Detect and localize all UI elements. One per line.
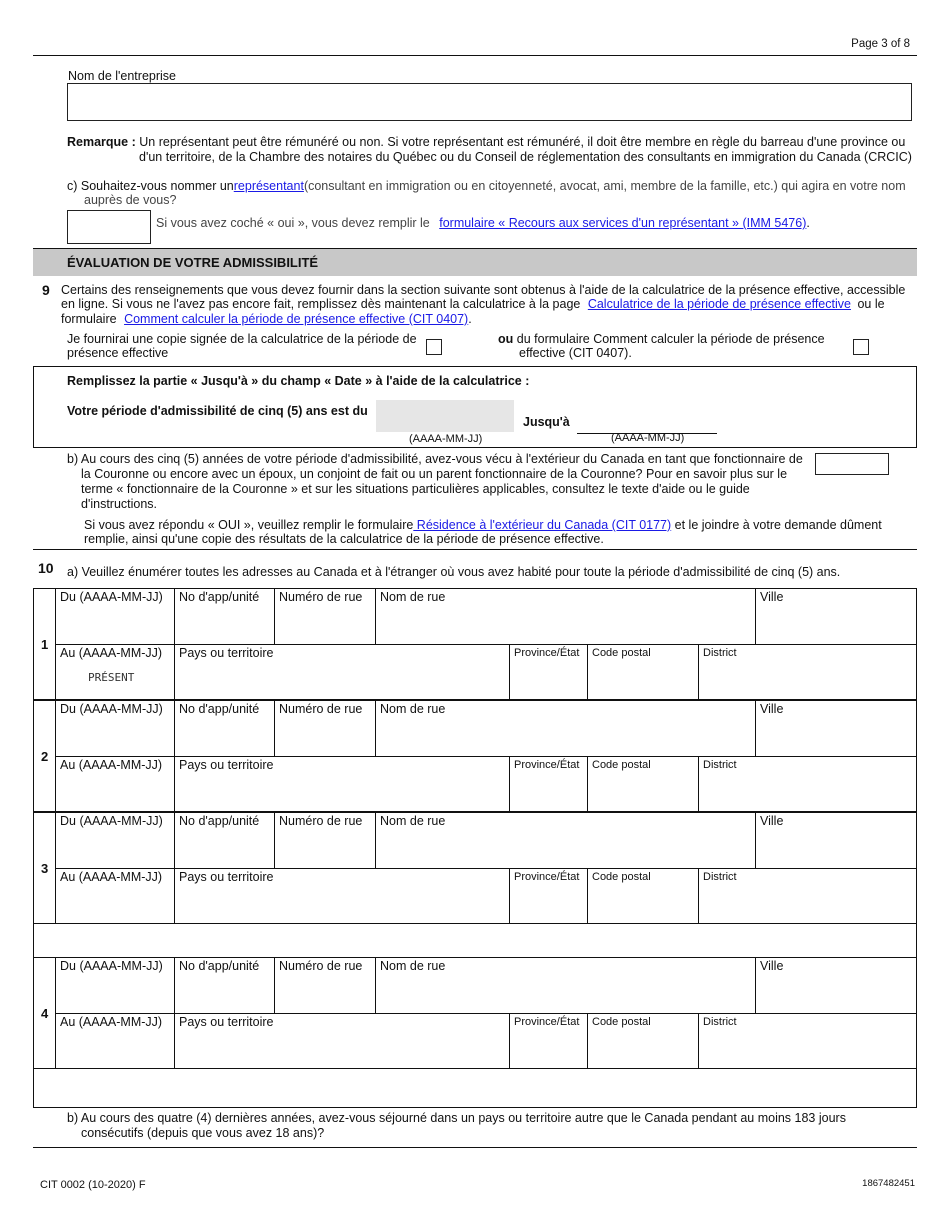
province-label: Province/État [514, 871, 580, 883]
representative-link[interactable]: représentant [233, 179, 304, 193]
page-number: Page 3 of 8 [851, 38, 910, 50]
remark-line1: Un représentant peut être rémunéré ou non. Si votre représentant est rémunéré, il doit être membre en règle du barreau d'une province ou [139, 135, 906, 149]
remark-block [67, 135, 905, 150]
street-name-label: Nom de rue [380, 590, 446, 604]
to-date-label: Au (AAAA-MM-JJ) [60, 1015, 163, 1029]
section-title: ÉVALUATION DE VOTRE ADMISSIBILITÉ [67, 255, 319, 270]
unit-field[interactable] [175, 813, 275, 869]
from-date-label: Du (AAAA-MM-JJ) [60, 590, 163, 604]
province-field[interactable] [510, 869, 588, 923]
to-date-field[interactable] [56, 1014, 175, 1068]
postal-code-label: Code postal [592, 1016, 651, 1028]
question-9-line2-text: en ligne. Si vous ne l'avez pas encore fait, remplissez dès maintenant la calculatrice à la page [61, 297, 581, 311]
city-label: Ville [760, 959, 784, 973]
from-date-field[interactable] [56, 701, 175, 757]
cit0177-link[interactable]: Résidence à l'extérieur du Canada (CIT 0177) [413, 518, 672, 532]
unit-field[interactable] [175, 589, 275, 645]
unit-label: No d'app/unité [179, 959, 260, 973]
postal-code-field[interactable] [588, 645, 699, 699]
question-10b-line1: b) Au cours des quatre (4) dernières années, avez-vous séjourné dans un pays ou territoire autre que le Canada pendant au moins 183 jours [67, 1111, 846, 1125]
crown-servant-answer-select[interactable] [815, 453, 889, 475]
country-field[interactable] [175, 757, 510, 811]
question-9-line2-end: ou le [857, 297, 885, 311]
street-name-label: Nom de rue [380, 959, 446, 973]
from-date-label: Du (AAAA-MM-JJ) [60, 702, 163, 716]
street-name-field[interactable] [376, 701, 756, 757]
postal-code-label: Code postal [592, 647, 651, 659]
from-date-field[interactable] [56, 589, 175, 645]
city-label: Ville [760, 590, 784, 604]
country-field[interactable] [175, 645, 510, 699]
street-name-field[interactable] [376, 958, 756, 1014]
cit0407-checkbox[interactable] [853, 339, 869, 355]
to-date-field[interactable] [56, 645, 175, 699]
to-date-label: Au (AAAA-MM-JJ) [60, 758, 163, 772]
address-row-number [34, 701, 56, 811]
question-10-text: a) Veuillez énumérer toutes les adresses au Canada et à l'étranger où vous avez habité pour toute la période d'admissibilité de cinq (5) ans. [67, 565, 841, 579]
district-field[interactable] [699, 1014, 916, 1068]
remark-line2: d'un territoire, de la Chambre des notaires du Québec ou du Conseil de réglementation des consultants en immigration du Canada (CRCIC) [139, 150, 912, 164]
street-number-field[interactable] [275, 958, 376, 1014]
question-10-number: 10 [38, 560, 54, 576]
district-field[interactable] [699, 869, 916, 923]
street-name-label: Nom de rue [380, 702, 446, 716]
street-name-field[interactable] [376, 813, 756, 869]
city-field[interactable] [756, 589, 916, 645]
address-row-number-text: 1 [41, 637, 49, 652]
province-label: Province/État [514, 647, 580, 659]
street-number-field[interactable] [275, 813, 376, 869]
address-block-1 [33, 588, 917, 700]
question-9b-line2: la Couronne ou encore avec un époux, un conjoint de fait ou un parent fonctionnaire de la Couronne? Pour en savoir plus sur le [81, 467, 788, 481]
district-label: District [703, 759, 737, 771]
address-row-number [34, 958, 56, 1068]
unit-label: No d'app/unité [179, 590, 260, 604]
district-label: District [703, 647, 737, 659]
question-10b-line2: consécutifs (depuis que vous avez 18 ans)? [81, 1126, 325, 1140]
postal-code-field[interactable] [588, 757, 699, 811]
representative-answer-select[interactable] [67, 210, 151, 244]
address-row-number [34, 589, 56, 699]
unit-field[interactable] [175, 958, 275, 1014]
postal-code-label: Code postal [592, 759, 651, 771]
city-label: Ville [760, 702, 784, 716]
question-9b-note-text: Si vous avez répondu « OUI », veuillez remplir le formulaire [84, 518, 414, 532]
question-9-line3 [61, 312, 472, 327]
to-date-label: Au (AAAA-MM-JJ) [60, 870, 163, 884]
country-field[interactable] [175, 1014, 510, 1068]
question-9b-note-end: et le joindre à votre demande dûment [671, 518, 882, 532]
calc-instruction: Remplissez la partie « Jusqu'à » du champ « Date » à l'aide de la calculatrice : [67, 374, 530, 388]
option1-line1: Je fournirai une copie signée de la calculatrice de la période de [67, 332, 417, 346]
calculator-dates-box [33, 366, 917, 448]
province-field[interactable] [510, 757, 588, 811]
province-field[interactable] [510, 1014, 588, 1068]
street-number-label: Numéro de rue [279, 959, 363, 973]
postal-code-field[interactable] [588, 1014, 699, 1068]
to-date-field[interactable] [56, 757, 175, 811]
city-field[interactable] [756, 701, 916, 757]
address-block-4 [33, 957, 917, 1069]
presence-calculator-link[interactable]: Calculatrice de la période de présence effective [587, 297, 851, 311]
form-code: CIT 0002 (10-2020) F [40, 1179, 146, 1191]
question-c-note-end: . [806, 216, 810, 230]
city-field[interactable] [756, 958, 916, 1014]
street-number-label: Numéro de rue [279, 814, 363, 828]
district-label: District [703, 871, 737, 883]
option2-text: du formulaire Comment calculer la période de présence [516, 332, 825, 346]
question-c-note-text: Si vous avez coché « oui », vous devez remplir le [156, 216, 430, 230]
table-gap-row [33, 923, 917, 958]
table-end-row [33, 1068, 917, 1108]
street-number-field[interactable] [275, 701, 376, 757]
imm5476-link[interactable]: formulaire « Recours aux services d'un représentant » (IMM 5476) [439, 216, 807, 230]
country-label: Pays ou territoire [179, 758, 274, 772]
question-9b-line3: terme « fonctionnaire de la Couronne » et sur les situations particulières applicables, consultez le texte d'aide ou le guide [81, 482, 750, 496]
district-label: District [703, 1016, 737, 1028]
option2-or: ou [498, 332, 514, 346]
street-number-label: Numéro de rue [279, 702, 363, 716]
country-label: Pays ou territoire [179, 646, 274, 660]
country-label: Pays ou territoire [179, 870, 274, 884]
postal-code-field[interactable] [588, 869, 699, 923]
address-row-number-text: 4 [41, 1006, 49, 1021]
question-9-line3-text: formulaire [61, 312, 117, 326]
question-c-line2: auprès de vous? [84, 193, 177, 207]
question-9-line2 [61, 297, 885, 312]
barcode-number: 1867482451 [862, 1178, 915, 1189]
question-c-suffix: (consultant en immigration ou en citoyenneté, avocat, ami, membre de la famille, etc.) qui agira en votre nom [303, 179, 906, 193]
remark-label: Remarque : [67, 135, 136, 149]
header-divider [33, 55, 917, 56]
address-block-2 [33, 700, 917, 812]
province-field[interactable] [510, 645, 588, 699]
question-9-number: 9 [42, 282, 50, 298]
to-date-value: PRÉSENT [88, 671, 135, 684]
country-field[interactable] [175, 869, 510, 923]
from-date-label: Du (AAAA-MM-JJ) [60, 814, 163, 828]
unit-field[interactable] [175, 701, 275, 757]
to-date-label: Au (AAAA-MM-JJ) [60, 646, 163, 660]
from-date-field[interactable] [56, 813, 175, 869]
question-9b-line4: d'instructions. [81, 497, 158, 511]
city-field[interactable] [756, 813, 916, 869]
from-format-hint: (AAAA-MM-JJ) [409, 433, 483, 445]
street-name-label: Nom de rue [380, 814, 446, 828]
address-block-3 [33, 812, 917, 924]
street-name-field[interactable] [376, 589, 756, 645]
question-9b-line1: b) Au cours des cinq (5) années de votre période d'admissibilité, avez-vous vécu à l'extérieur du Canada en tant que fonctionnaire de [67, 452, 803, 466]
question-c [67, 179, 906, 194]
to-format-hint: (AAAA-MM-JJ) [611, 432, 685, 444]
district-field[interactable] [699, 645, 916, 699]
calculator-copy-checkbox[interactable] [426, 339, 442, 355]
question-c-prefix: c) Souhaitez-vous nommer un [67, 179, 234, 193]
until-label: Jusqu'à [523, 415, 570, 429]
footer-divider [33, 1147, 917, 1148]
province-label: Province/État [514, 1016, 580, 1028]
option2-line1 [498, 332, 825, 347]
city-label: Ville [760, 814, 784, 828]
eligibility-period-label: Votre période d'admissibilité de cinq (5) ans est du [67, 404, 368, 418]
section-eligibility-header [33, 248, 917, 276]
unit-label: No d'app/unité [179, 702, 260, 716]
province-label: Province/État [514, 759, 580, 771]
country-label: Pays ou territoire [179, 1015, 274, 1029]
cit0407-link[interactable]: Comment calculer la période de présence effective (CIT 0407) [124, 312, 469, 326]
postal-code-label: Code postal [592, 871, 651, 883]
address-row-number [34, 813, 56, 923]
option2-line2: effective (CIT 0407). [519, 346, 632, 360]
unit-label: No d'app/unité [179, 814, 260, 828]
street-number-field[interactable] [275, 589, 376, 645]
to-date-field[interactable] [56, 869, 175, 923]
question-9b-note [84, 518, 882, 533]
question-9b-note-line2: remplie, ainsi qu'une copie des résultats de la calculatrice de la période de présence effective. [84, 532, 604, 546]
period-from-field[interactable] [376, 400, 514, 432]
address-row-number-text: 2 [41, 749, 49, 764]
company-name-input[interactable] [67, 83, 912, 121]
question-9-line3-end: . [468, 312, 472, 326]
district-field[interactable] [699, 757, 916, 811]
question-c-note [156, 216, 810, 231]
from-date-label: Du (AAAA-MM-JJ) [60, 959, 163, 973]
company-label: Nom de l'entreprise [68, 69, 176, 83]
address-row-number-text: 3 [41, 861, 49, 876]
from-date-field[interactable] [56, 958, 175, 1014]
question-9-line1: Certains des renseignements que vous devez fournir dans la section suivante sont obtenus à l'aide de la calculatrice de la présence effective, accessible [61, 283, 906, 297]
divider-q10 [33, 549, 917, 550]
street-number-label: Numéro de rue [279, 590, 363, 604]
option1-line2: présence effective [67, 346, 169, 360]
